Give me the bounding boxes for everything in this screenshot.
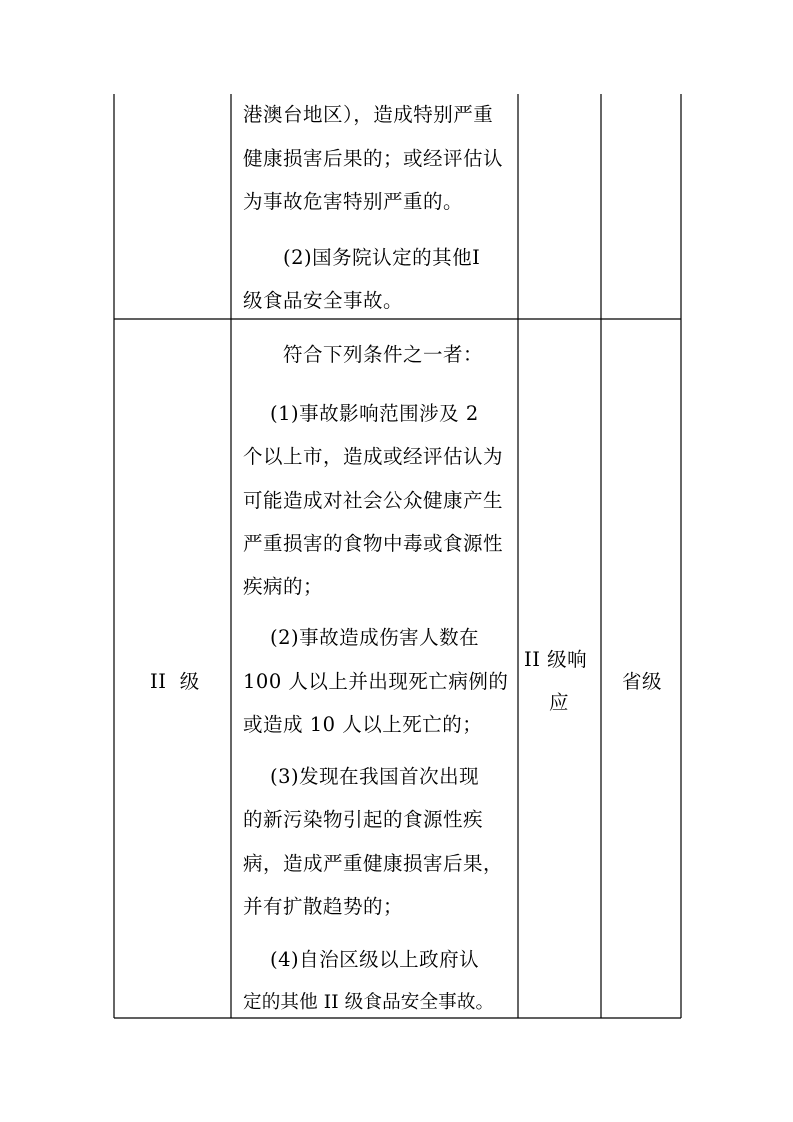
- response-line: II 级响: [524, 648, 588, 671]
- condition-line: 港澳台地区），造成特别严重: [243, 103, 494, 126]
- condition-line: 为事故危害特别严重的。: [243, 190, 464, 213]
- condition-line: 100 人以上并出现死亡病例的: [243, 670, 509, 693]
- condition-line: 病，造成严重健康损害后果，: [243, 852, 504, 875]
- condition-line: (1)事故影响范围涉及 2: [270, 402, 479, 425]
- condition-line: 健康损害后果的；或经评估认: [243, 147, 504, 170]
- condition-line: 级食品安全事故。: [243, 289, 404, 312]
- authority-label: 省级: [622, 670, 663, 693]
- condition-line: 个以上市，造成或经评估认为: [243, 445, 504, 468]
- condition-line: 并有扩散趋势的；: [243, 895, 404, 918]
- condition-line: (3)发现在我国首次出现: [270, 765, 480, 788]
- condition-line: (4)自治区级以上政府认: [270, 948, 480, 971]
- condition-line: (2)国务院认定的其他I: [283, 246, 481, 269]
- condition-line: 的新污染物引起的食源性疾: [243, 808, 484, 831]
- level-label: II 级: [150, 670, 200, 693]
- response-line: 应: [549, 691, 570, 714]
- condition-line: (2)事故造成伤害人数在: [270, 626, 480, 649]
- condition-line: 定的其他 II 级食品安全事故。: [243, 992, 495, 1013]
- condition-line: 疾病的；: [243, 575, 324, 598]
- condition-line: 严重损害的食物中毒或食源性: [243, 532, 504, 555]
- condition-line: 可能造成对社会公众健康产生: [243, 489, 504, 512]
- condition-line: 符合下列条件之一者：: [283, 343, 484, 366]
- condition-line: 或造成 10 人以上死亡的；: [243, 713, 483, 736]
